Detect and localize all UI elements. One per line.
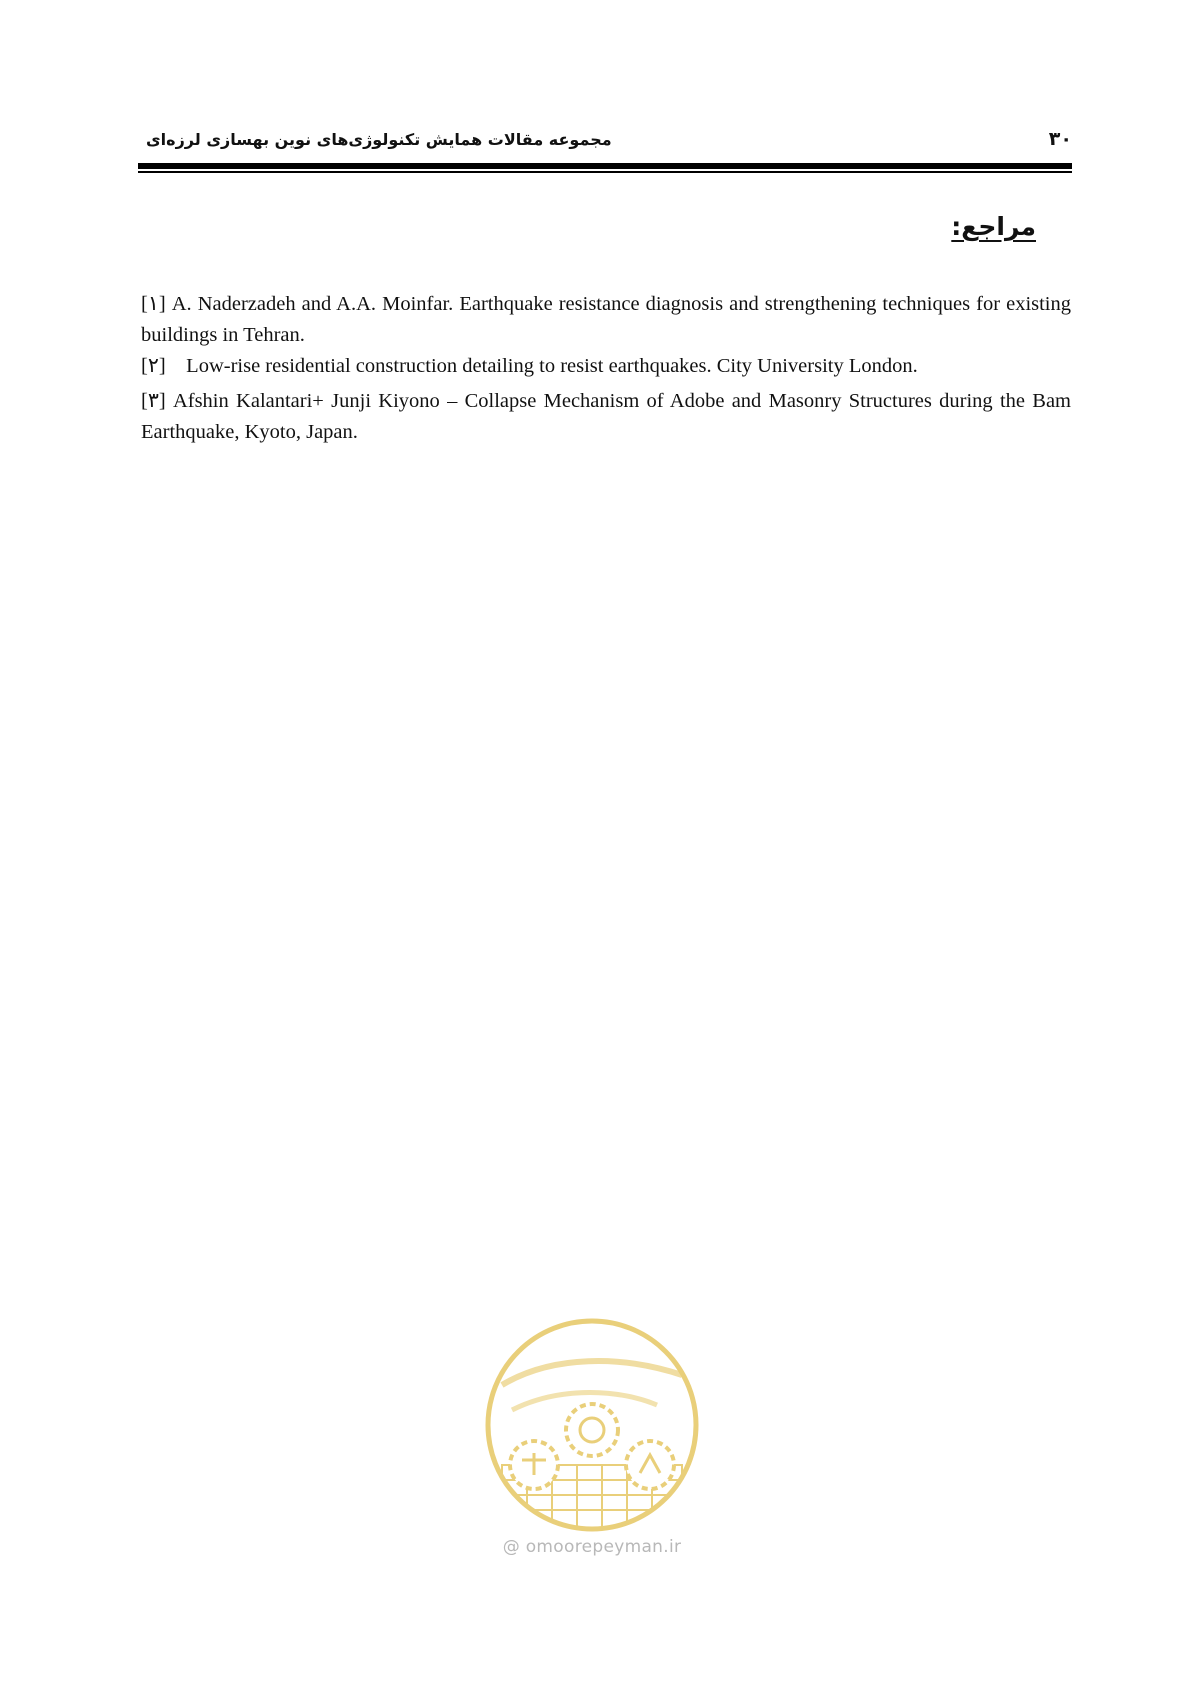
reference-number: [۳]: [141, 390, 166, 412]
watermark-url-text: omoorepeyman.ir: [525, 1537, 682, 1557]
references-heading: مراجع:: [951, 212, 1036, 241]
references-list: [141, 289, 1071, 448]
page-header: [138, 128, 1072, 156]
reference-item-2: [141, 351, 1071, 382]
header-rule-thick: [138, 163, 1072, 169]
reference-item-3: [141, 386, 1071, 448]
watermark-logo: [482, 1315, 702, 1555]
reference-item-1: [141, 289, 1071, 351]
header-rule-thin: [138, 171, 1072, 173]
page-number: ۳۰: [1048, 128, 1072, 150]
watermark-url: @ omoorepeyman.ir: [502, 1537, 682, 1557]
reference-number: [۲]: [141, 355, 166, 377]
reference-text: Low-rise residential construction detailing to resist earthquakes. City University London.: [186, 355, 918, 377]
reference-text: Afshin Kalantari+ Junji Kiyono – Collapse Mechanism of Adobe and Masonry Structures during the Bam Earthquake, Kyoto, Japan.: [141, 390, 1071, 443]
reference-text: A. Naderzadeh and A.A. Moinfar. Earthquake resistance diagnosis and strengthening techniques for existing buildings in Tehran.: [141, 293, 1072, 346]
reference-number: [۱]: [141, 293, 166, 315]
watermark-emblem: [482, 1315, 702, 1535]
running-header-title: مجموعه مقالات همایش تکنولوژی‌های نوین بهسازی لرزه‌ای: [146, 130, 612, 149]
